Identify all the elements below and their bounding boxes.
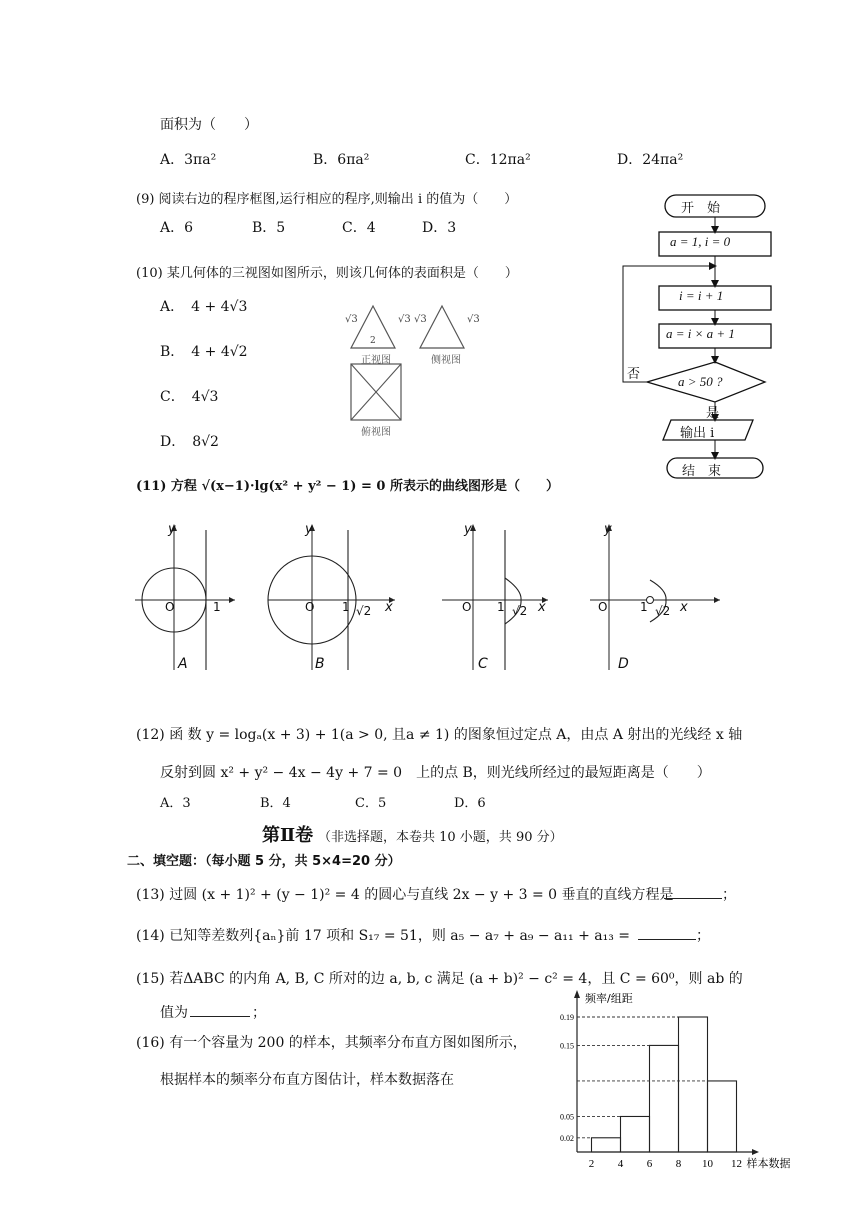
q12-option-d: D．6 bbox=[454, 796, 486, 811]
x-tick-label: 8 bbox=[675, 1158, 682, 1170]
graph-a-origin: O bbox=[165, 600, 175, 614]
graph-b-tick-1: 1 bbox=[342, 600, 350, 614]
flow-yes-label: 是 bbox=[706, 406, 720, 421]
graph-b-tick-sqrt2: √2 bbox=[356, 604, 372, 618]
q10-option-c: C． 4√3 bbox=[160, 389, 219, 405]
q9-stem: (9) 阅读右边的程序框图,运行相应的程序,则输出 i 的值为（ ） bbox=[136, 192, 518, 207]
graph-a-label: A bbox=[178, 656, 188, 672]
q10-option-a: A． 4 + 4√3 bbox=[160, 299, 248, 315]
graph-c-origin: O bbox=[462, 600, 472, 614]
graph-a bbox=[135, 524, 235, 670]
flow-no-label: 否 bbox=[627, 367, 641, 382]
graph-b-y-label: y bbox=[305, 522, 313, 537]
histogram-chart bbox=[540, 990, 791, 1176]
y-axis-arrow bbox=[574, 990, 580, 998]
q10-option-b: B． 4 + 4√2 bbox=[160, 344, 248, 360]
x-tick-label: 2 bbox=[588, 1158, 595, 1170]
histogram-bar bbox=[708, 1081, 737, 1152]
graph-d-tick-1: 1 bbox=[640, 600, 648, 614]
graph-a-tick-1: 1 bbox=[213, 600, 221, 614]
x-tick-label: 12 bbox=[731, 1158, 742, 1170]
x-tick-label: 4 bbox=[617, 1158, 624, 1170]
y-tick-label: 0.19 bbox=[560, 1013, 574, 1022]
q10-stem: (10) 某几何体的三视图如图所示，则该几何体的表面积是（ ） bbox=[136, 266, 518, 281]
q9-option-c: C．4 bbox=[342, 220, 376, 236]
q9-option-d: D．3 bbox=[422, 220, 457, 236]
graph-c-y-label: y bbox=[464, 522, 472, 537]
top-view-label: 俯视图 bbox=[361, 427, 391, 438]
q12-option-c: C．5 bbox=[355, 796, 387, 811]
graph-c-tick-1: 1 bbox=[497, 600, 505, 614]
q8-option-a: A．3πa² bbox=[160, 152, 217, 168]
graph-c bbox=[442, 524, 548, 670]
front-view-base: 2 bbox=[370, 336, 376, 346]
q13-text: (13) 过圆 (x + 1)² + (y − 1)² = 4 的圆心与直线 2x − y + 3 = 0 垂直的直线方程是 bbox=[136, 887, 674, 903]
graph-b-x-label: x bbox=[385, 600, 393, 615]
graph-d bbox=[590, 524, 720, 670]
q12-option-a: A．3 bbox=[160, 796, 191, 811]
y-tick-label: 0.05 bbox=[560, 1112, 574, 1122]
q11-stem: (11) 方程 √(x−1)·lg(x² + y² − 1) = 0 所表示的曲线图形是（ ） bbox=[136, 479, 559, 494]
q8-option-d: D．24πa² bbox=[617, 152, 684, 168]
histogram-bar bbox=[679, 1017, 708, 1152]
q10-option-d: D． 8√2 bbox=[160, 434, 219, 450]
graph-b-label: B bbox=[315, 656, 325, 672]
side-view-label: 侧视图 bbox=[431, 355, 461, 366]
x-tick-label: 6 bbox=[646, 1158, 653, 1170]
q15-line2: 值为 bbox=[160, 1005, 188, 1021]
flow-step2-label: a = i × a + 1 bbox=[666, 326, 735, 341]
front-view-edge-right: √3 bbox=[398, 314, 411, 325]
side-view-edge-right: √3 bbox=[467, 314, 480, 325]
histogram-bar bbox=[592, 1138, 621, 1152]
front-view-label: 正视图 bbox=[361, 355, 391, 366]
q12-line2: 反射到圆 x² + y² − 4x − 4y + 7 = 0 上的点 B，则光线所经过的最短距离是（ ） bbox=[160, 765, 711, 781]
x-tick-label: 10 bbox=[702, 1158, 713, 1170]
graph-d-tick-sqrt2: √2 bbox=[655, 604, 671, 618]
flow-output-label: 输出 i bbox=[680, 426, 715, 441]
side-view-triangle bbox=[420, 306, 464, 348]
y-axis-label: 频率/组距 bbox=[585, 992, 633, 1005]
part2-note: （非选择题，本卷共 10 小题，共 90 分） bbox=[318, 830, 563, 845]
q14-end: ； bbox=[696, 928, 710, 944]
flow-init-label: a = 1, i = 0 bbox=[670, 234, 731, 249]
x-axis-arrow bbox=[752, 1149, 759, 1155]
flow-end-label: 结 束 bbox=[682, 464, 722, 479]
flow-cond-label: a > 50 ? bbox=[678, 374, 723, 389]
q14-answer-blank[interactable] bbox=[638, 925, 696, 940]
side-view-edge-left: √3 bbox=[414, 314, 427, 325]
y-tick-label: 0.15 bbox=[560, 1041, 574, 1051]
q16-line2: 根据样本的频率分布直方图估计，样本数据落在 bbox=[160, 1072, 454, 1088]
section-fill-in: 二、填空题：（每小题 5 分，共 5×4=20 分） bbox=[127, 854, 401, 869]
histogram-bar bbox=[621, 1116, 650, 1152]
graph-c-label: C bbox=[478, 656, 488, 672]
flow-start-label: 开 始 bbox=[681, 201, 721, 216]
q11-graphs bbox=[130, 520, 750, 680]
part2-title: 第Ⅱ卷 bbox=[262, 825, 314, 846]
front-view-edge-left: √3 bbox=[345, 314, 358, 325]
graph-d-label: D bbox=[618, 656, 629, 672]
q15-end: ； bbox=[252, 1005, 266, 1021]
q12-line1: (12) 函 数 y = logₐ(x + 3) + 1(a > 0, 且a ≠ 1) 的图象恒过定点 A，由点 A 射出的光线经 x 轴 bbox=[136, 727, 743, 743]
q8-option-b: B．6πa² bbox=[313, 152, 370, 168]
graph-b-origin: O bbox=[305, 600, 315, 614]
q9-option-b: B．5 bbox=[252, 220, 286, 236]
q12-option-b: B．4 bbox=[260, 796, 291, 811]
q13-end: ； bbox=[722, 887, 736, 903]
q13-answer-blank[interactable] bbox=[664, 884, 722, 899]
q14-text: (14) 已知等差数列{aₙ}前 17 项和 S₁₇ = 51，则 a₅ − a₇ + a₉ − a₁₁ + a₁₃ = bbox=[136, 928, 631, 944]
histogram-bar bbox=[650, 1045, 679, 1152]
x-axis-label: 样本数据 bbox=[746, 1157, 791, 1170]
q8-tail: 面积为（ ） bbox=[160, 117, 258, 133]
q15-answer-blank[interactable] bbox=[190, 1002, 250, 1017]
graph-d-y-label: y bbox=[604, 522, 612, 537]
graph-c-tick-sqrt2: √2 bbox=[512, 604, 528, 618]
y-tick-label: 0.02 bbox=[560, 1133, 574, 1143]
q15-line1: (15) 若ΔABC 的内角 A, B, C 所对的边 a, b, c 满足 (a + b)² − c² = 4，且 C = 60⁰，则 ab 的 bbox=[136, 971, 743, 987]
graph-c-x-label: x bbox=[538, 600, 546, 615]
q16-line1: (16) 有一个容量为 200 的样本，其频率分布直方图如图所示， bbox=[136, 1035, 527, 1051]
graph-b bbox=[268, 524, 395, 670]
q8-option-c: C．12πa² bbox=[465, 152, 531, 168]
q9-option-a: A．6 bbox=[160, 220, 194, 236]
graph-a-y-label: y bbox=[168, 522, 176, 537]
graph-d-origin: O bbox=[598, 600, 608, 614]
graph-d-x-label: x bbox=[680, 600, 688, 615]
flow-step1-label: i = i + 1 bbox=[679, 288, 724, 303]
